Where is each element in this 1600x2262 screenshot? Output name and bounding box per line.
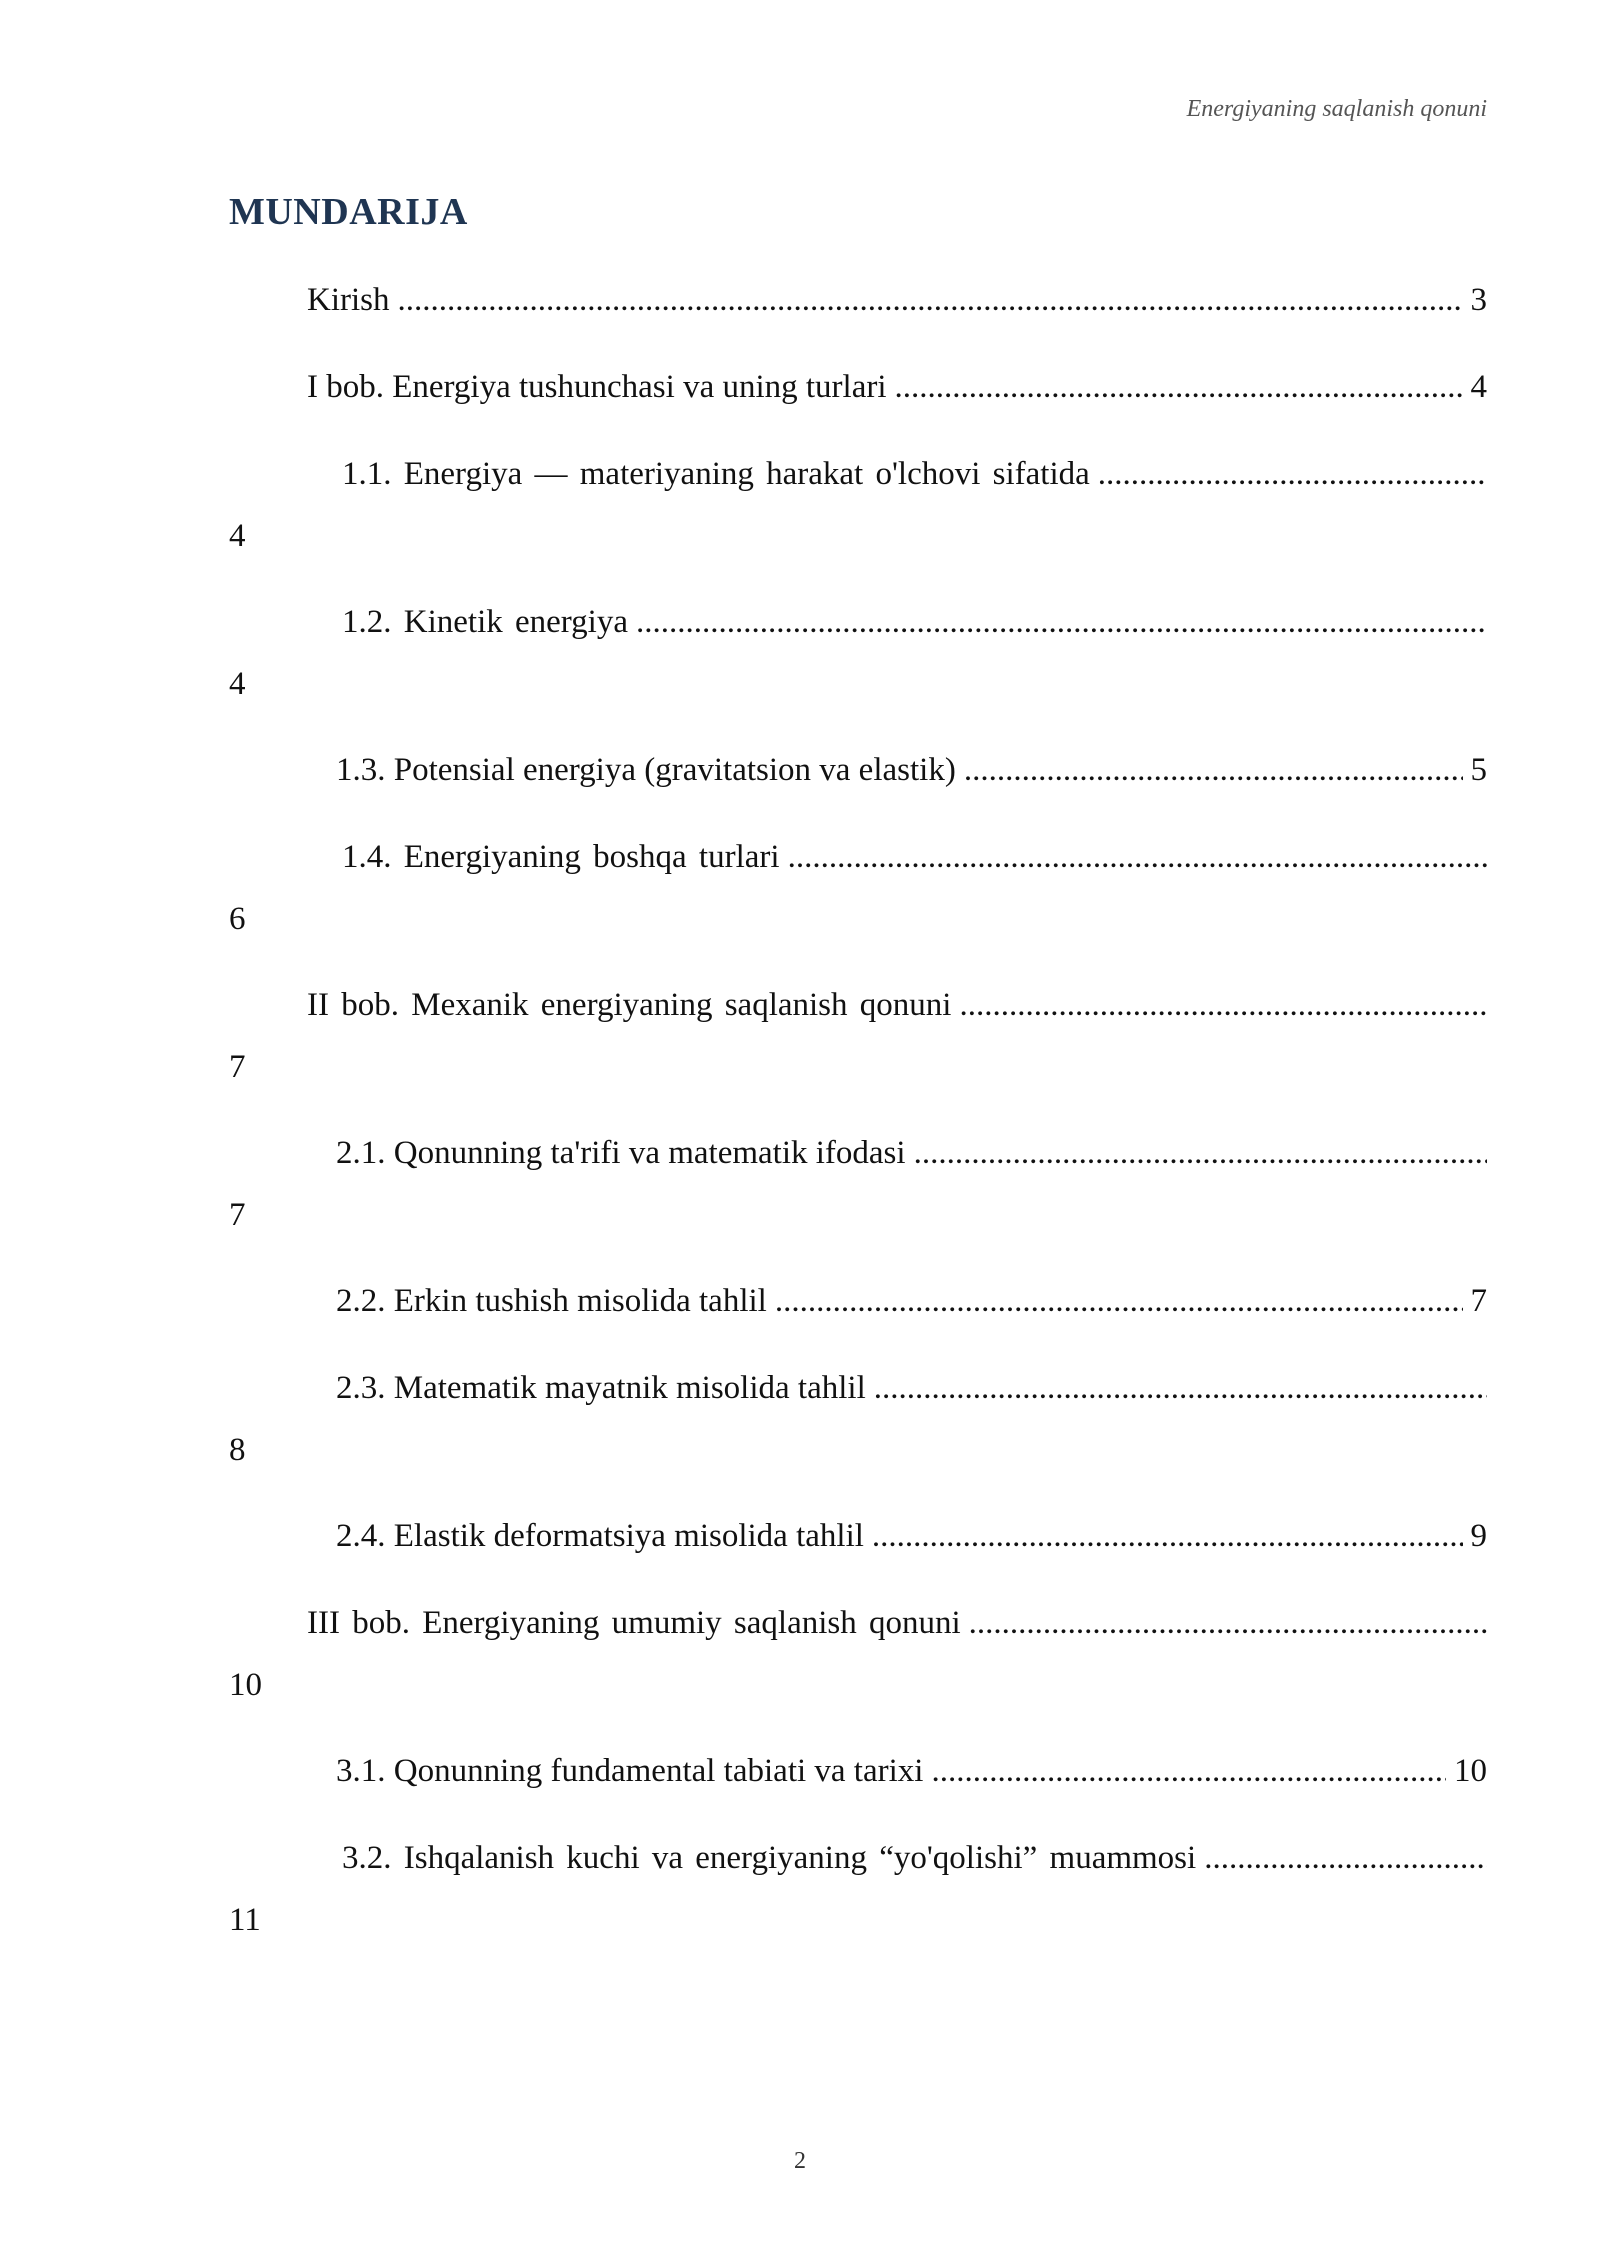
dot-leader [1098,442,1487,506]
toc-entry-label: Kirish [307,282,390,318]
toc-entry-label: 1.1. Energiya — materiyaning harakat o'lchovi sifatida [342,456,1090,492]
toc-entry-label: 3.2. Ishqalanish kuchi va energiyaning “yo'qolishi” muammosi [342,1840,1197,1876]
toc-entry-page: 4 [1470,369,1487,405]
toc-entry-label: III bob. Energiyaning umumiy saqlanish qonuni [307,1605,961,1641]
toc-entry-section-2-2[interactable] [229,1269,1487,1333]
page-number: 2 [794,2148,806,2174]
toc-entry-section-2-1[interactable] [229,1121,1487,1245]
toc-entry-page: 7 [229,1049,246,1085]
dot-leader [788,825,1487,889]
dot-leader [931,1739,1446,1803]
toc-entry-page: 4 [229,666,246,702]
running-header: Energiyaning saqlanish qonuni [1186,96,1487,122]
toc-entry-label: I bob. Energiya tushunchasi va uning turlari [307,369,887,405]
toc-entry-label: 1.2. Kinetik energiya [342,604,628,640]
dot-leader [964,738,1463,802]
toc-entry-label: II bob. Mexanik energiyaning saqlanish qonuni [307,987,952,1023]
toc-entry-page: 9 [1470,1518,1487,1554]
toc-entry-section-3-1[interactable] [229,1739,1487,1803]
toc-entry-label: 2.4. Elastik deformatsiya misolida tahlil [336,1518,864,1554]
dot-leader [914,1121,1487,1185]
toc-entry-page: 4 [229,518,246,554]
toc-entry-section-1-4[interactable] [229,825,1487,949]
toc-entry-page: 10 [229,1667,262,1703]
toc-entry-page: 3 [1470,282,1487,318]
dot-leader [775,1269,1463,1333]
toc-entry-label: 2.1. Qonunning ta'rifi va matematik ifodasi [336,1135,906,1171]
toc-title: MUNDARIJA [229,191,468,233]
toc-entry-section-2-4[interactable] [229,1504,1487,1568]
toc-entry-label: 2.2. Erkin tushish misolida tahlil [336,1283,767,1319]
dot-leader [872,1504,1463,1568]
toc-entry-label: 1.3. Potensial energiya (gravitatsion va elastik) [336,752,956,788]
toc-entry-chapter-1[interactable] [229,355,1487,419]
toc-entry-label: 2.3. Matematik mayatnik misolida tahlil [336,1370,866,1406]
toc-entry-page: 7 [1470,1283,1487,1319]
dot-leader [1204,1826,1487,1890]
toc-entry-section-1-3[interactable] [229,738,1487,802]
toc-entry-label: 3.1. Qonunning fundamental tabiati va tarixi [336,1753,924,1789]
table-of-contents [229,268,1487,1974]
dot-leader [874,1356,1487,1420]
dot-leader [636,590,1487,654]
toc-entry-section-3-2[interactable] [229,1826,1487,1950]
dot-leader [969,1591,1487,1655]
toc-entry-section-2-3[interactable] [229,1356,1487,1480]
toc-entry-kirish[interactable] [229,268,1487,332]
toc-entry-page: 11 [229,1902,261,1938]
toc-entry-chapter-3[interactable] [229,1591,1487,1715]
dot-leader [959,973,1487,1037]
toc-entry-page: 5 [1470,752,1487,788]
toc-entry-chapter-2[interactable] [229,973,1487,1097]
toc-entry-page: 8 [229,1432,246,1468]
toc-entry-page: 7 [229,1197,246,1233]
toc-entry-label: 1.4. Energiyaning boshqa turlari [342,839,780,875]
toc-entry-section-1-1[interactable] [229,442,1487,566]
dot-leader [398,268,1463,332]
toc-entry-page: 10 [1454,1753,1487,1789]
dot-leader [895,355,1463,419]
toc-entry-page: 6 [229,901,246,937]
toc-entry-section-1-2[interactable] [229,590,1487,714]
